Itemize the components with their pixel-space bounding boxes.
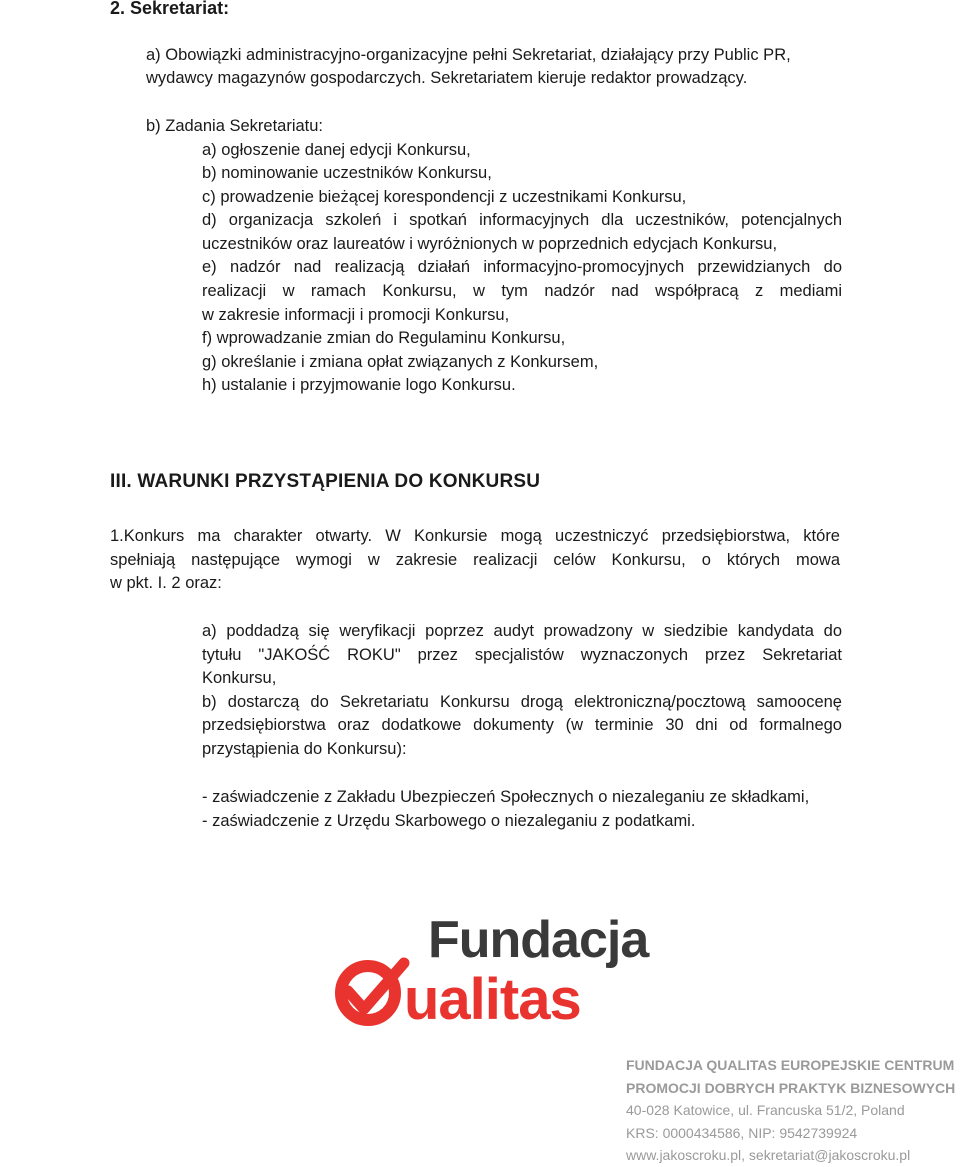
list-item: d) organizacja szkoleń i spotkań informacyjnych dla uczestników, potencjalnych: [202, 211, 842, 229]
section-heading: III. WARUNKI PRZYSTĄPIENIA DO KONKURSU: [110, 471, 541, 492]
paragraph-line: w pkt. I. 2 oraz:: [110, 574, 222, 592]
list-item: w zakresie informacji i promocji Konkursu,: [202, 306, 510, 324]
list-item: realizacji w ramach Konkursu, w tym nadzór nad współpracą z mediami: [202, 282, 842, 300]
list-item: f) wprowadzanie zmian do Regulaminu Konkursu,: [202, 329, 566, 347]
logo-word-fundacja: Fundacja: [428, 911, 649, 969]
list-item: - zaświadczenie z Zakładu Ubezpieczeń Społecznych o niezaleganiu ze składkami,: [202, 788, 810, 806]
footer-registry: KRS: 0000434586, NIP: 9542739924: [626, 1124, 858, 1141]
list-item: c) prowadzenie bieżącej korespondencji z uczestnikami Konkursu,: [202, 188, 687, 206]
logo-word-qualitas: ualitas: [404, 967, 581, 1032]
footer-org-name: PROMOCJI DOBRYCH PRAKTYK BIZNESOWYCH: [626, 1079, 956, 1096]
list-item: e) nadzór nad realizacją działań informacyjno-promocyjnych przewidzianych do: [202, 258, 842, 276]
paragraph-line: 1.Konkurs ma charakter otwarty. W Konkursie mogą uczestniczyć przedsiębiorstwa, które: [110, 527, 840, 545]
list-item: tytułu "JAKOŚĆ ROKU" przez specjalistów wyznaczonych przez Sekretariat: [202, 646, 842, 664]
list-item: a) ogłoszenie danej edycji Konkursu,: [202, 141, 471, 159]
list-item: przedsiębiorstwa oraz dodatkowe dokumenty (w terminie 30 dni od formalnego: [202, 716, 842, 734]
fundacja-qualitas-logo: [330, 905, 650, 1035]
paragraph-line: b) Zadania Sekretariatu:: [146, 117, 324, 135]
footer-contact: www.jakoscroku.pl, sekretariat@jakoscroku.pl: [626, 1147, 911, 1163]
footer-org-name: FUNDACJA QUALITAS EUROPEJSKIE CENTRUM: [626, 1057, 955, 1073]
paragraph-line: a) Obowiązki administracyjno-organizacyjne pełni Sekretariat, działający przy Public PR,: [146, 46, 791, 64]
footer-address-block: [626, 1054, 955, 1167]
list-item: uczestników oraz laureatów i wyróżnionych w poprzednich edycjach Konkursu,: [202, 235, 778, 253]
paragraph-line: wydawcy magazynów gospodarczych. Sekretariatem kieruje redaktor prowadzący.: [146, 69, 748, 87]
paragraph-line: spełniają następujące wymogi w zakresie realizacji celów Konkursu, o których mowa: [110, 551, 840, 569]
list-item: h) ustalanie i przyjmowanie logo Konkursu.: [202, 376, 516, 394]
list-item: - zaświadczenie z Urzędu Skarbowego o niezaleganiu z podatkami.: [202, 812, 696, 830]
footer-address: 40-028 Katowice, ul. Francuska 51/2, Poland: [626, 1102, 905, 1118]
list-item: przystąpienia do Konkursu):: [202, 740, 407, 758]
list-item: b) nominowanie uczestników Konkursu,: [202, 164, 492, 182]
list-item: b) dostarczą do Sekretariatu Konkursu drogą elektroniczną/pocztową samoocenę: [202, 693, 842, 711]
logo-graphic: [330, 905, 650, 1035]
list-item: a) poddadzą się weryfikacji poprzez audyt prowadzony w siedzibie kandydata do: [202, 622, 842, 640]
list-item: Konkursu,: [202, 669, 277, 687]
list-item: g) określanie i zmiana opłat związanych z Konkursem,: [202, 353, 599, 371]
section-heading: 2. Sekretariat:: [110, 0, 230, 18]
